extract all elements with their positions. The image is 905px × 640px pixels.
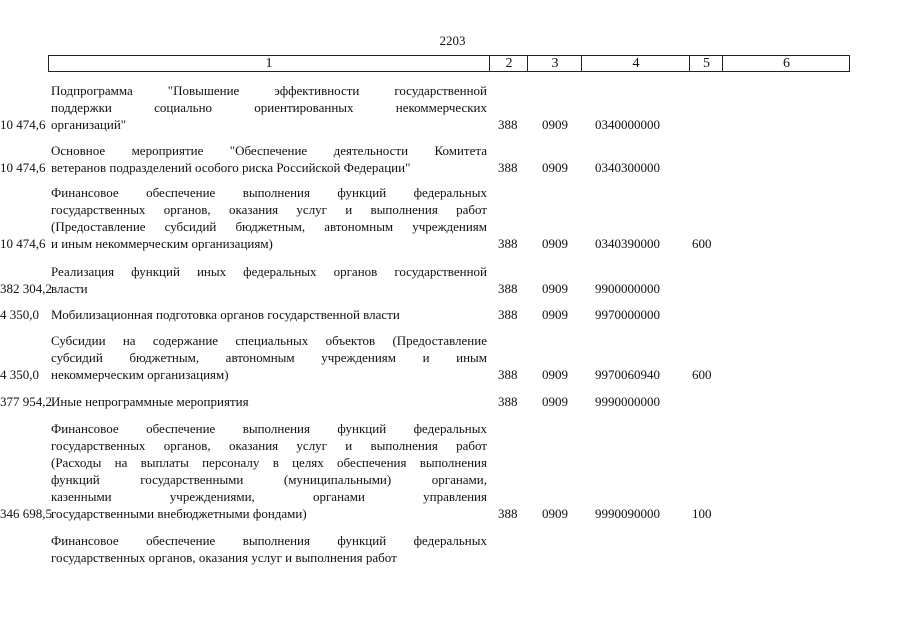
column-header-row	[48, 55, 850, 72]
column-header-6: 6	[722, 56, 850, 71]
description-line: государственных органов, оказания услуг и выполнения работ	[51, 438, 487, 453]
description-line: Подпрограмма "Повышение эффективности государственной	[51, 83, 487, 98]
amount: 377 954,2	[0, 394, 52, 409]
target-article-code: 0340000000	[595, 117, 660, 132]
target-article-code: 9990000000	[595, 394, 660, 409]
page-number: 2203	[439, 33, 466, 48]
description-line: (Предоставление субсидий бюджетным, автономным учреждениям	[51, 219, 487, 234]
row-description	[51, 82, 487, 133]
table-row	[0, 184, 905, 252]
amount: 10 474,6	[0, 236, 46, 251]
table-row	[0, 306, 905, 323]
row-description	[51, 393, 487, 410]
column-header-3: 3	[527, 56, 582, 71]
target-article-code: 9970060940	[595, 367, 660, 382]
expense-type-code: 600	[692, 236, 712, 251]
section-code: 0909	[542, 394, 568, 409]
description-line: организаций"	[51, 117, 127, 132]
description-line: государственных органов, оказания услуг и выполнения работ	[51, 550, 397, 565]
description-line: власти	[51, 281, 88, 296]
amount: 10 474,6	[0, 160, 46, 175]
section-code: 0909	[542, 307, 568, 322]
description-line: Финансовое обеспечение выполнения функций федеральных	[51, 533, 487, 548]
table-row	[0, 142, 905, 176]
description-line: функций государственными (муниципальными) органами,	[51, 472, 487, 487]
admin-code: 388	[498, 117, 518, 132]
description-line: ветеранов подразделений особого риска Российской Федерации"	[51, 160, 411, 175]
table-row	[0, 393, 905, 410]
row-description	[51, 184, 487, 252]
admin-code: 388	[498, 394, 518, 409]
column-header-4: 4	[581, 56, 690, 71]
description-line: Субсидии на содержание специальных объектов (Предоставление	[51, 333, 487, 348]
description-line: Финансовое обеспечение выполнения функций федеральных	[51, 185, 487, 200]
table-row	[0, 532, 905, 566]
description-line: Иные непрограммные мероприятия	[51, 394, 249, 409]
description-line: и иным некоммерческим организациям)	[51, 236, 273, 251]
section-code: 0909	[542, 117, 568, 132]
target-article-code: 9990090000	[595, 506, 660, 521]
description-line: Основное мероприятие "Обеспечение деятельности Комитета	[51, 143, 487, 158]
description-line: Реализация функций иных федеральных органов государственной	[51, 264, 487, 279]
amount: 4 350,0	[0, 307, 39, 322]
admin-code: 388	[498, 236, 518, 251]
row-description	[51, 306, 487, 323]
row-description	[51, 263, 487, 297]
column-header-5: 5	[689, 56, 723, 71]
admin-code: 388	[498, 506, 518, 521]
expense-type-code: 100	[692, 506, 712, 521]
column-header-2: 2	[489, 56, 528, 71]
admin-code: 388	[498, 307, 518, 322]
table-row	[0, 332, 905, 383]
description-line: казенными учреждениями, органами управления	[51, 489, 487, 504]
row-description	[51, 332, 487, 383]
amount: 10 474,6	[0, 117, 46, 132]
table-row	[0, 420, 905, 522]
target-article-code: 0340390000	[595, 236, 660, 251]
section-code: 0909	[542, 506, 568, 521]
amount: 4 350,0	[0, 367, 39, 382]
table-row	[0, 263, 905, 297]
description-line: (Расходы на выплаты персоналу в целях обеспечения выполнения	[51, 455, 487, 470]
column-header-1: 1	[265, 56, 273, 71]
target-article-code: 9970000000	[595, 307, 660, 322]
section-code: 0909	[542, 236, 568, 251]
description-line: Финансовое обеспечение выполнения функций федеральных	[51, 421, 487, 436]
description-line: поддержки социально ориентированных некоммерческих	[51, 100, 487, 115]
amount: 346 698,5	[0, 506, 52, 521]
admin-code: 388	[498, 160, 518, 175]
description-line: государственными внебюджетными фондами)	[51, 506, 307, 521]
section-code: 0909	[542, 160, 568, 175]
admin-code: 388	[498, 281, 518, 296]
row-description	[51, 142, 487, 176]
amount: 382 304,2	[0, 281, 52, 296]
target-article-code: 9900000000	[595, 281, 660, 296]
admin-code: 388	[498, 367, 518, 382]
expense-type-code: 600	[692, 367, 712, 382]
target-article-code: 0340300000	[595, 160, 660, 175]
description-line: Мобилизационная подготовка органов государственной власти	[51, 307, 400, 322]
description-line: некоммерческим организациям)	[51, 367, 229, 382]
section-code: 0909	[542, 367, 568, 382]
row-description	[51, 420, 487, 522]
table-row	[0, 82, 905, 133]
description-line: субсидий бюджетным, автономным учреждениям и иным	[51, 350, 487, 365]
row-description	[51, 532, 487, 566]
section-code: 0909	[542, 281, 568, 296]
description-line: государственных органов, оказания услуг и выполнения работ	[51, 202, 487, 217]
